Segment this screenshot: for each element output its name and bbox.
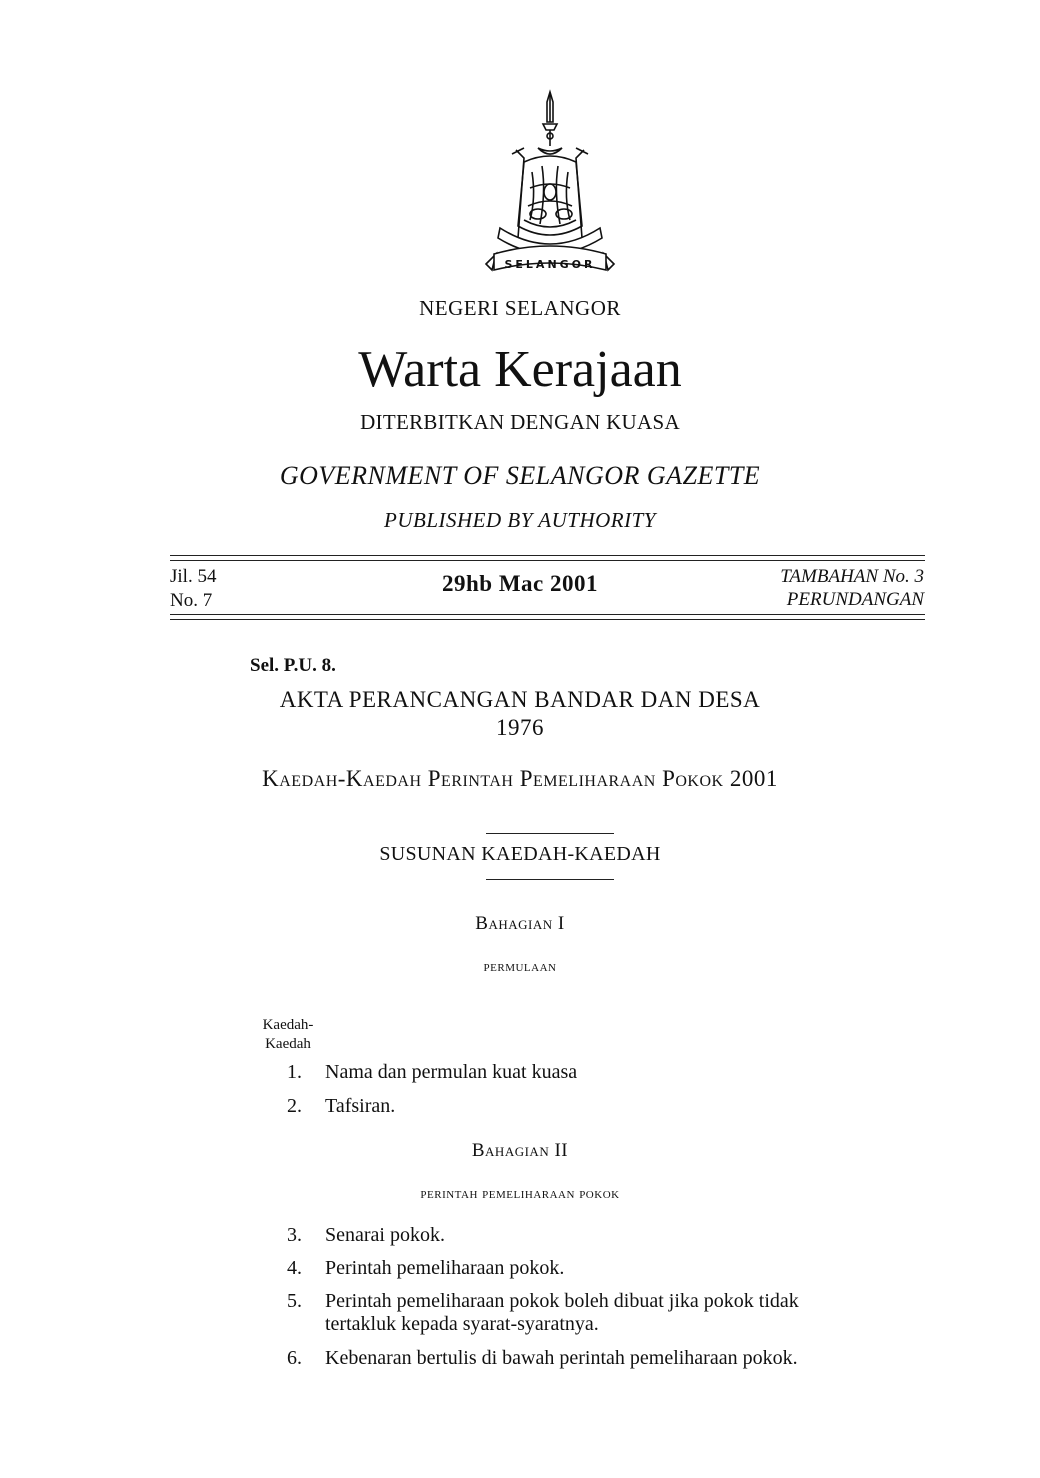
rules-column-label-line1: Kaedah-	[262, 1017, 314, 1033]
list-item-number: 1.	[287, 1061, 302, 1083]
act-title	[0, 686, 1040, 742]
header-rule-bottom-2	[170, 619, 925, 620]
part-2-label: Bahagian II	[471, 1140, 569, 1161]
list-item-number: 3.	[287, 1224, 302, 1246]
selangor-crest-icon	[480, 88, 620, 284]
state-name: NEGERI SELANGOR	[419, 296, 621, 320]
publication-date: 29hb Mac 2001	[442, 571, 598, 596]
list-item-text-line1: Perintah pemeliharaan pokok boleh dibuat jika pokok tidak	[325, 1290, 799, 1312]
list-item-text: Tafsiran.	[325, 1095, 396, 1117]
arrangement-rule-top	[486, 833, 614, 834]
list-item-number: 6.	[287, 1347, 302, 1369]
header-rule-top-1	[170, 555, 925, 556]
english-title: GOVERNMENT OF SELANGOR GAZETTE	[279, 461, 761, 490]
arrangement-rule-bottom	[486, 879, 614, 880]
issue-number-label: No. 7	[170, 590, 213, 611]
notice-reference: Sel. P.U. 8.	[250, 655, 336, 676]
crest-motto: SELANGOR	[504, 258, 596, 271]
list-item-number: 4.	[287, 1257, 302, 1279]
part-2-heading: perintah pemeliharaan pokok	[420, 1186, 620, 1202]
list-item-number: 2.	[287, 1095, 302, 1117]
gazette-subtitle: DITERBITKAN DENGAN KUASA	[360, 410, 680, 434]
list-item-number: 5.	[287, 1290, 302, 1312]
arrangement-heading: SUSUNAN KAEDAH-KAEDAH	[379, 843, 661, 865]
list-item-text: Senarai pokok.	[325, 1224, 445, 1246]
gazette-title: Warta Kerajaan	[358, 341, 682, 398]
list-item-text	[325, 1290, 885, 1336]
volume-label: Jil. 54	[170, 566, 217, 587]
list-item-text: Nama dan permulan kuat kuasa	[325, 1061, 578, 1083]
rules-column-label-line2: Kaedah	[265, 1036, 311, 1052]
supplement-label: TAMBAHAN No. 3	[780, 566, 924, 587]
list-item-text: Kebenaran bertulis di bawah perintah pemeliharaan pokok.	[325, 1347, 798, 1369]
rules-title: Kaedah-Kaedah Perintah Pemeliharaan Pokok 2001	[262, 766, 778, 791]
header-rule-top-2	[170, 560, 925, 561]
list-item-text-line2: tertakluk kepada syarat-syaratnya.	[325, 1313, 599, 1335]
header-rule-bottom-1	[170, 614, 925, 615]
act-title-name: AKTA PERANCANGAN BANDAR DAN DESA	[279, 687, 761, 712]
part-1-label: Bahagian I	[475, 913, 565, 934]
act-title-year: 1976	[496, 715, 544, 740]
english-subtitle: PUBLISHED BY AUTHORITY	[384, 508, 656, 532]
supplement-type: PERUNDANGAN	[786, 589, 924, 610]
rules-column-label	[250, 1016, 326, 1054]
part-1-heading: permulaan	[483, 959, 557, 975]
list-item-text: Perintah pemeliharaan pokok.	[325, 1257, 565, 1279]
